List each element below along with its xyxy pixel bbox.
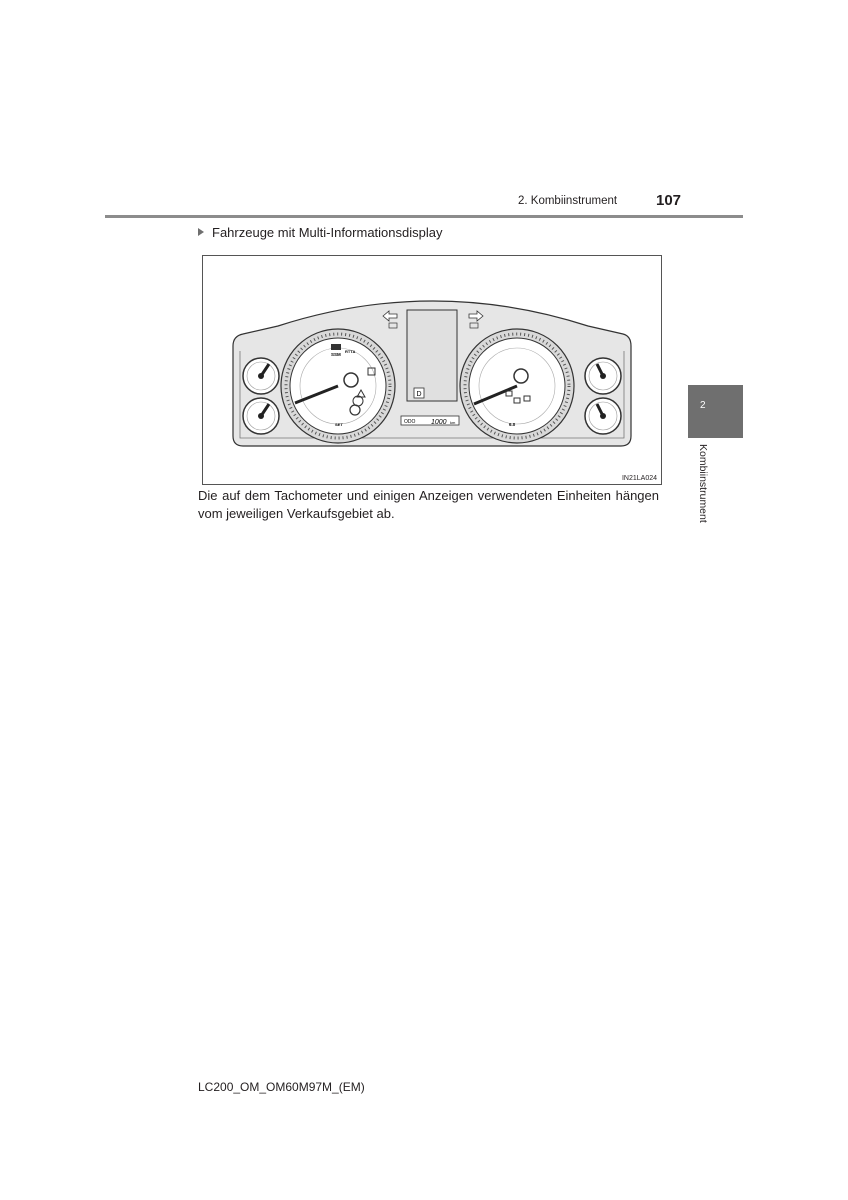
left-lower-gauge bbox=[243, 398, 279, 434]
chapter-tab-label: Kombiinstrument bbox=[697, 444, 709, 523]
chapter-tab bbox=[688, 385, 743, 438]
odo-label: ODO bbox=[404, 419, 416, 425]
tacho-label-rtta: RTTA bbox=[345, 349, 356, 354]
triangle-bullet-icon bbox=[198, 228, 204, 236]
odo-value: 1000 bbox=[431, 419, 447, 426]
page-number: 107 bbox=[656, 192, 682, 209]
instrument-cluster-figure bbox=[202, 255, 662, 485]
subheading-text: Fahrzeuge mit Multi-Informationsdisplay bbox=[212, 225, 443, 240]
header-rule bbox=[105, 215, 743, 218]
right-lower-gauge bbox=[585, 398, 621, 434]
chapter-tab-number: 2 bbox=[700, 400, 706, 411]
tacho-label-ssm: SSM bbox=[331, 352, 341, 357]
left-upper-gauge bbox=[243, 358, 279, 394]
odo-unit: km bbox=[450, 420, 456, 425]
speedometer bbox=[460, 329, 574, 443]
right-upper-gauge bbox=[585, 358, 621, 394]
speedo-label: 6.0 bbox=[509, 422, 516, 427]
body-paragraph: Die auf dem Tachometer und einigen Anzeigen verwendeten Einheiten hängen vom jeweiligen Verkaufsgebiet ab. bbox=[198, 488, 659, 521]
tacho-label-set: SET bbox=[335, 422, 343, 427]
figure-code: IN21LA024 bbox=[621, 475, 657, 482]
tachometer bbox=[281, 329, 395, 443]
gear-indicator: D bbox=[416, 391, 422, 398]
running-header-section: 2. Kombiinstrument bbox=[518, 195, 618, 207]
subheading bbox=[198, 225, 442, 240]
footer-code: LC200_OM_OM60M97M_(EM) bbox=[198, 1080, 365, 1094]
instrument-cluster-illustration bbox=[203, 256, 663, 486]
